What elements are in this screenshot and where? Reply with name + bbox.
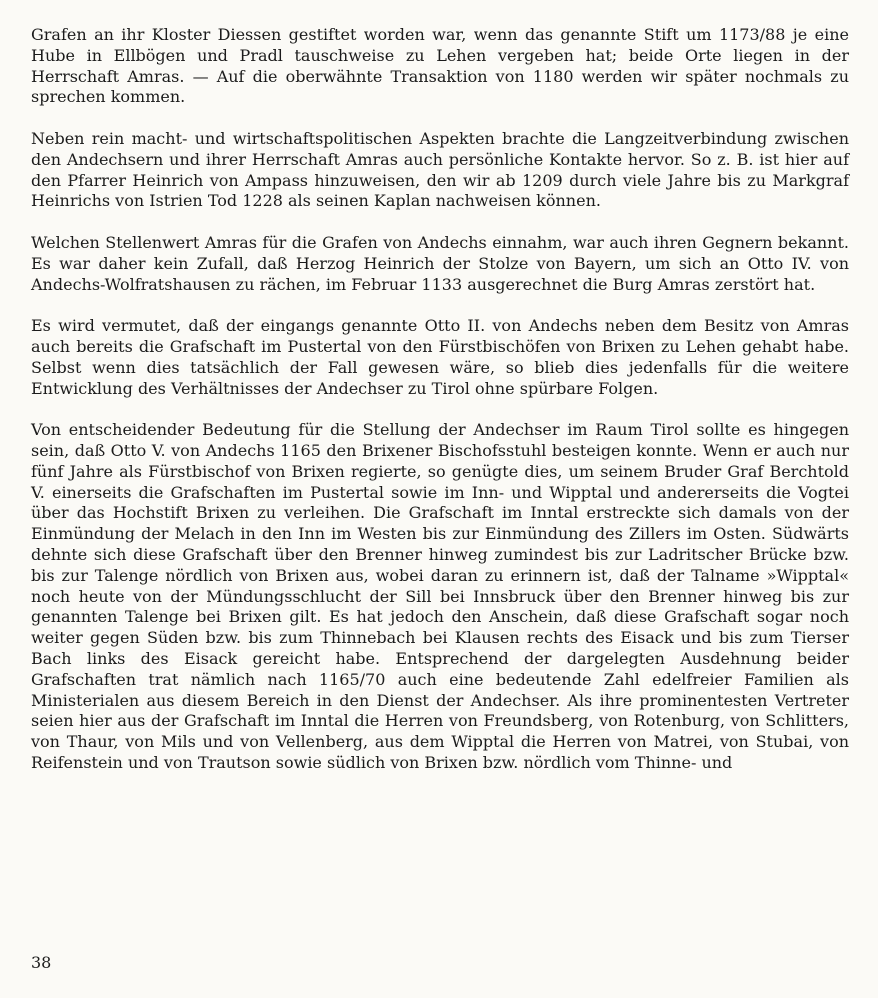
paragraph-5: Von entscheidender Bedeutung für die Stellung der Andechser im Raum Tirol sollte es hingegen sein, daß Otto V. von Andechs 1165 den Brixener Bischofsstuhl besteigen konnte. Wenn er auch nur fünf Jahre als Fürstbischof von Brixen regierte, so genügte dies, um seinem Bruder Graf Berchtold V. einerseits die Grafschaften im Pustertal sowie im Inn- und Wipptal und andererseits die Vogtei über das Hochstift Brixen zu verleihen. Die Grafschaft im Inntal erstreckte sich damals von der Einmündung der Melach in den Inn im Westen bis zur Einmündung des Zillers im Osten. Südwärts dehnte sich diese Grafschaft über den Brenner hinweg zumindest bis zur Ladritscher Brücke bzw. bis zur Talenge nördlich von Brixen aus, wobei daran zu erinnern ist, daß der Talname »Wipptal« noch heute von der Mündungsschlucht der Sill bei Innsbruck über den Brenner hinweg bis zur genannten Talenge bei Brixen gilt. Es hat jedoch den Anschein, daß diese Grafschaft sogar noch weiter gegen Süden bzw. bis zum Thinnebach bei Klausen rechts des Eisack und bis zum Tierser Bach links des Eisack gereicht habe. Entsprechend der dargelegten Ausdehnung beider Grafschaften trat nämlich nach 1165/70 auch eine bedeutende Zahl edelfreier Familien als Ministerialen aus diesem Bereich in den Dienst der Andechser. Als ihre prominentesten Vertreter seien hier aus der Grafschaft im Inntal die Herren von Freundsberg, von Rotenburg, von Schlitters, von Thaur, von Mils und von Vellenberg, aus dem Wipptal die Herren von Matrei, von Stubai, von Reifenstein und von Trautson sowie südlich von Brixen bzw. nördlich vom Thinne- und bbox=[31, 420, 849, 772]
paragraph-3: Welchen Stellenwert Amras für die Grafen von Andechs einnahm, war auch ihren Gegnern bekannt. Es war daher kein Zufall, daß Herzog Heinrich der Stolze von Bayern, um sich an Otto IV. von Andechs-Wolfratshausen zu rächen, im Februar 1133 ausgerechnet die Burg Amras zerstört hat. bbox=[31, 232, 849, 294]
paragraph-1: Grafen an ihr Kloster Diessen gestiftet worden war, wenn das genannte Stift um 1173/88 je eine Hube in Ellbögen und Pradl tauschweise zu Lehen vergeben hat; beide Orte liegen in der Herrschaft Amras. — Auf die oberwähnte Transaktion von 1180 werden wir später nochmals zu sprechen kommen. bbox=[31, 25, 849, 107]
paragraph-4: Es wird vermutet, daß der eingangs genannte Otto II. von Andechs neben dem Besitz von Amras auch bereits die Grafschaft im Pustertal von den Fürstbischöfen von Brixen zu Lehen gehabt habe. Selbst wenn dies tatsächlich der Fall gewesen wäre, so blieb dies jedenfalls für die weitere Entwicklung des Verhältnisses der Andechser zu Tirol ohne spürbare Folgen. bbox=[31, 316, 849, 398]
paragraph-2: Neben rein macht- und wirtschaftspolitischen Aspekten brachte die Langzeitverbindung zwischen den Andechsern und ihrer Herrschaft Amras auch persönliche Kontakte hervor. So z. B. ist hier auf den Pfarrer Heinrich von Ampass hinzuweisen, den wir ab 1209 durch viele Jahre bis zu Markgraf Heinrichs von Istrien Tod 1228 als seinen Kaplan nachweisen können. bbox=[31, 128, 849, 211]
page-number: 38 bbox=[31, 953, 52, 972]
page-body bbox=[31, 25, 849, 794]
